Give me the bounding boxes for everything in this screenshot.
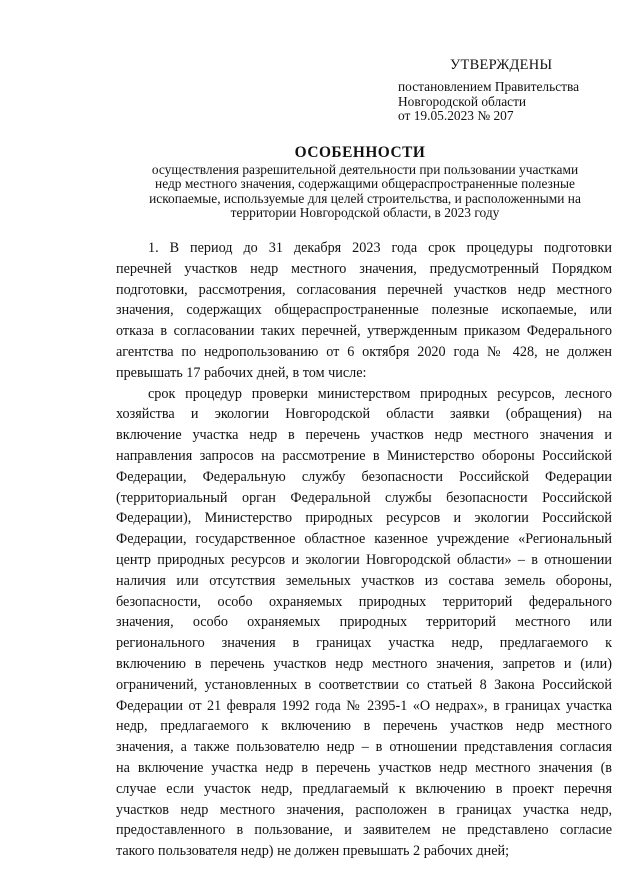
- approval-line: Новгородской области: [398, 93, 527, 109]
- paragraph-line: включение участка недр в перечень участков недр местного значения и: [116, 427, 612, 444]
- paragraph: [116, 238, 612, 384]
- paragraph-line: центр природных ресурсов и экологии Новгородской области» – в отношении: [116, 551, 612, 568]
- paragraph-line: перечней участков недр местного значения, предусмотренный Порядком: [116, 260, 612, 277]
- paragraph-line: регионального значения в границах участка недр, предлагаемого к: [116, 635, 612, 652]
- paragraph-line: включению в перечень участков недр местного значения, запретов и (или): [116, 655, 612, 672]
- paragraph-line: превышать 17 рабочих дней, в том числе:: [116, 364, 367, 381]
- subtitle-line: территории Новгородской области, в 2023 году: [230, 205, 500, 221]
- paragraph-line: хозяйства и экологии Новгородской области заявки (обращения) на: [116, 406, 612, 423]
- paragraph-line: подготовки, рассмотрения, согласования перечней участков недр местного: [116, 281, 612, 298]
- paragraph-line: Федерации от 21 февраля 1992 года № 2395-1 «О недрах», в границах участка: [116, 697, 612, 714]
- document-subtitle: [110, 163, 620, 221]
- document-title: ОСОБЕННОСТИ: [294, 144, 426, 161]
- paragraph-line: 1. В период до 31 декабря 2023 года срок процедуры подготовки: [148, 240, 612, 256]
- paragraph-line: Федерации), Министерство природных ресурсов и экологии Российской: [116, 510, 612, 527]
- approval-title: УТВЕРЖДЕНЫ: [450, 57, 553, 73]
- paragraph-line: агентства по недропользованию от 6 октября 2020 года № 428, не должен: [116, 343, 612, 360]
- approval-block: [398, 58, 618, 124]
- paragraph-line: недр, предлагаемого к включению в перечень участков недр местного: [116, 718, 612, 735]
- paragraph-line: (территориальный орган Федеральной службы безопасности Российской: [116, 489, 612, 506]
- paragraph-line: значения, а также пользователю недр – в отношении представления согласия: [116, 739, 612, 756]
- approval-line: от 19.05.2023 № 207: [398, 108, 514, 124]
- paragraph: [116, 384, 612, 862]
- paragraph-line: предоставленного в пользование, и заявителем не представлено согласие: [116, 822, 612, 839]
- document-body: [116, 238, 612, 862]
- paragraph-line: безопасности, особо охраняемых природных территорий федерального: [116, 593, 612, 610]
- paragraph-line: Федерации, Федеральную службу безопасности Российской Федерации: [116, 468, 612, 485]
- paragraph-line: участков недр местного значения, расположен в границах участка недр,: [116, 801, 612, 818]
- paragraph-line: ограничений, установленных в соответствии со статьей 8 Закона Российской: [116, 676, 612, 693]
- subtitle-line: осуществления разрешительной деятельности при пользовании участками: [151, 162, 579, 177]
- paragraph-line: значения, содержащих общераспространенные полезные ископаемые, или: [116, 302, 612, 319]
- subtitle-line: недр местного значения, содержащими общераспространенные полезные: [155, 176, 575, 192]
- paragraph-line: наличия или отсутствия земельных участков из состава земель обороны,: [116, 572, 612, 589]
- paragraph-line: на включение участка недр в перечень участков недр местного значения (в: [116, 759, 612, 776]
- approval-line: постановлением Правительства: [398, 79, 580, 95]
- paragraph-line: случае если участок недр, предлагаемый к включению в проект перечня: [116, 780, 612, 797]
- paragraph-line: направления запросов на рассмотрение в Министерство обороны Российской: [116, 447, 612, 464]
- subtitle-line: ископаемые, используемые для целей строительства, и расположенными на: [149, 190, 581, 206]
- paragraph-line: значения, особо охраняемых природных территорий местного или: [116, 614, 612, 631]
- paragraph-line: такого пользователя недр) не должен превышать 2 рабочих дней;: [116, 843, 510, 860]
- paragraph-line: срок процедур проверки министерством природных ресурсов, лесного: [148, 385, 612, 402]
- paragraph-line: отказа в согласовании таких перечней, утвержденным приказом Федерального: [116, 323, 612, 340]
- paragraph-line: Федерации, государственное областное казенное учреждение «Региональный: [116, 531, 612, 548]
